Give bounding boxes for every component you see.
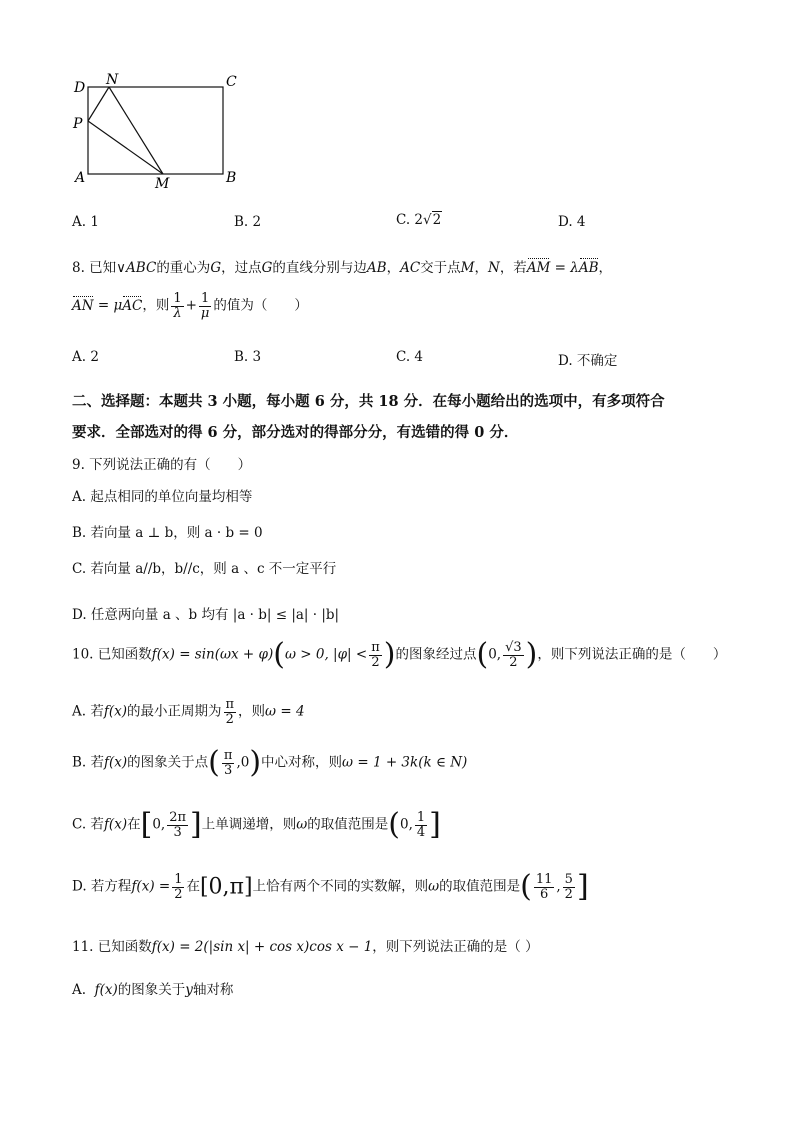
q8-option-a: A. 2 — [72, 349, 99, 365]
q8-mu: = μ — [93, 297, 123, 314]
q9-option-a: A. 起点相同的单位向量均相等 — [72, 489, 253, 505]
q10-option-b: B. 若f(x)的图象关于点( $\frac{\pi}{3}$ ,0)中心对称，则ω = 1 + 3k(k ∈ N) — [72, 745, 468, 780]
q10-text: 的图象经过点 — [395, 646, 477, 663]
segment-nm — [109, 87, 163, 174]
q10-pi-over-2: $\frac{\pi}{2}$ — [371, 639, 380, 670]
q10-option-d: D. 若方程f(x) = $\frac{1}{2}$ 在[0,π]上恰有两个不同的实数解，则ω的取值范围是( $\frac{11}{6}$ , $\frac{5}{2}$ ] — [72, 869, 589, 904]
q8-fraction-lambda: $\frac{1}{\lambda}$ — [173, 291, 182, 321]
label-a: A — [75, 170, 86, 186]
q8-text: ， — [474, 260, 488, 276]
q8-stem-line2: AN = μAC，则 $\frac{1}{\lambda}$ + $\frac{1}{\mu}$ 的值为（ ） — [72, 291, 308, 321]
q8-stem-line1 — [72, 256, 612, 276]
section-heading-line1: 二、选择题：本题共 3 小题，每小题 6 分，共 18 分．在每小题给出的选项中，有多项符合 — [72, 393, 665, 410]
q7-option-c: C. 2√2 — [396, 212, 442, 228]
q7-option-d: D. 4 — [558, 214, 586, 230]
label-b: B — [226, 170, 237, 186]
q8-text: ，过点 — [221, 260, 262, 276]
q8-text: ， — [598, 260, 613, 276]
q8-lambda: = λ — [550, 260, 579, 276]
q10-stem: 10. 已知函数f(x) = sin(ωx + φ)(ω > 0, |φ| < $\frac{\pi}{2}$ )的图象经过点(0, $\frac{√3}{2}$ )，则下列说法正确的是（ ） — [72, 637, 727, 672]
q8-fraction-mu: $\frac{1}{\mu}$ — [200, 291, 210, 321]
q7-option-c-root: 2 — [432, 212, 442, 228]
q10-a-fraction: $\frac{\pi}{2}$ — [225, 697, 235, 727]
section-heading-line2: 要求．全部选对的得 6 分，部分选对的得部分分，有选错的得 0 分． — [72, 424, 519, 441]
q8-text: ， — [386, 260, 401, 276]
q9-stem: 9. 下列说法正确的有（ ） — [72, 457, 252, 473]
q10-c-range-fraction: $\frac{1}{4}$ — [416, 809, 426, 840]
q8-triangle: ∨ABC — [116, 260, 157, 276]
q9-option-c: C. 若向量 a//b，b//c，则 a 、c 不一定平行 — [72, 561, 337, 577]
segment-pn — [88, 87, 109, 121]
label-n: N — [106, 72, 119, 88]
q8-text: ，则 — [142, 297, 170, 314]
q8-text: 的直线分别与边 — [272, 260, 367, 276]
q8-text: 的值为（ ） — [213, 297, 308, 314]
q7-option-c-prefix: C. 2 — [396, 212, 424, 228]
q10-condition: ω > 0, |φ| < — [284, 646, 368, 663]
q10-text: 10. 已知函数 — [72, 646, 152, 663]
q10-text: ，则下列说法正确的是（ ） — [537, 646, 727, 663]
q10-point: 0, — [488, 646, 502, 663]
q8-vector-ab: AB — [578, 260, 599, 276]
q8-point-n: N — [488, 260, 500, 276]
q8-side-ac: AC — [400, 260, 421, 276]
q10-d-fraction: $\frac{1}{2}$ — [174, 871, 183, 902]
q8-text: ，若 — [499, 260, 527, 276]
q9-option-b: B. 若向量 a ⊥ b，则 a · b = 0 — [72, 525, 263, 541]
q11-option-a: A. f(x)的图象关于y轴对称 — [72, 982, 234, 998]
q8-option-b: B. 3 — [234, 349, 262, 365]
q8-option-c: C. 4 — [396, 349, 424, 365]
q10-function: f(x) = sin(ωx + φ) — [151, 646, 274, 663]
q10-c-fraction: $\frac{2\pi}{3}$ — [169, 809, 187, 840]
q9-option-d: D. 任意两向量 a 、b 均有 |a · b| ≤ |a| · |b| — [72, 607, 340, 623]
q10-b-fraction: $\frac{\pi}{3}$ — [223, 747, 233, 778]
label-p: P — [73, 116, 83, 132]
q10-d-range-high: $\frac{5}{2}$ — [564, 871, 573, 902]
label-m: M — [155, 176, 170, 192]
q11-function: f(x) = 2(|sin x| + cos x)cos x − 1 — [151, 939, 373, 955]
q10-option-a: A. 若f(x)的最小正周期为 $\frac{\pi}{2}$ ，则ω = 4 — [72, 697, 305, 727]
label-c: C — [226, 74, 237, 90]
q8-text: 的重心为 — [156, 260, 211, 276]
q8-vector-ac: AC — [122, 297, 143, 314]
q8-text: 8. 已知 — [72, 260, 117, 276]
q8-side-ab: AB — [366, 260, 387, 276]
label-d: D — [74, 80, 86, 96]
q7-option-a: A. 1 — [72, 214, 99, 230]
rectangle-figure — [70, 70, 250, 195]
q8-point-g: G — [210, 260, 222, 276]
q8-vector-am: AM — [526, 260, 551, 276]
q8-option-d: D. 不确定 — [558, 353, 618, 369]
q10-sqrt3-over-2: $\frac{√3}{2}$ — [505, 639, 522, 670]
segment-pm — [88, 121, 163, 174]
q11-stem: 11. 已知函数f(x) = 2(|sin x| + cos x)cos x − 1，则下列说法正确的是（ ） — [72, 939, 539, 955]
q10-d-range-low: $\frac{11}{6}$ — [535, 871, 553, 902]
q8-point-g: G — [261, 260, 273, 276]
q10-option-c: C. 若f(x)在[0, $\frac{2\pi}{3}$ ]上单调递增，则ω的取值范围是(0, $\frac{1}{4}$ ] — [72, 807, 441, 842]
q8-vector-an: AN — [72, 297, 94, 314]
q7-option-b: B. 2 — [234, 214, 262, 230]
q8-point-m: M — [460, 260, 475, 276]
q8-text: 交于点 — [420, 260, 461, 276]
